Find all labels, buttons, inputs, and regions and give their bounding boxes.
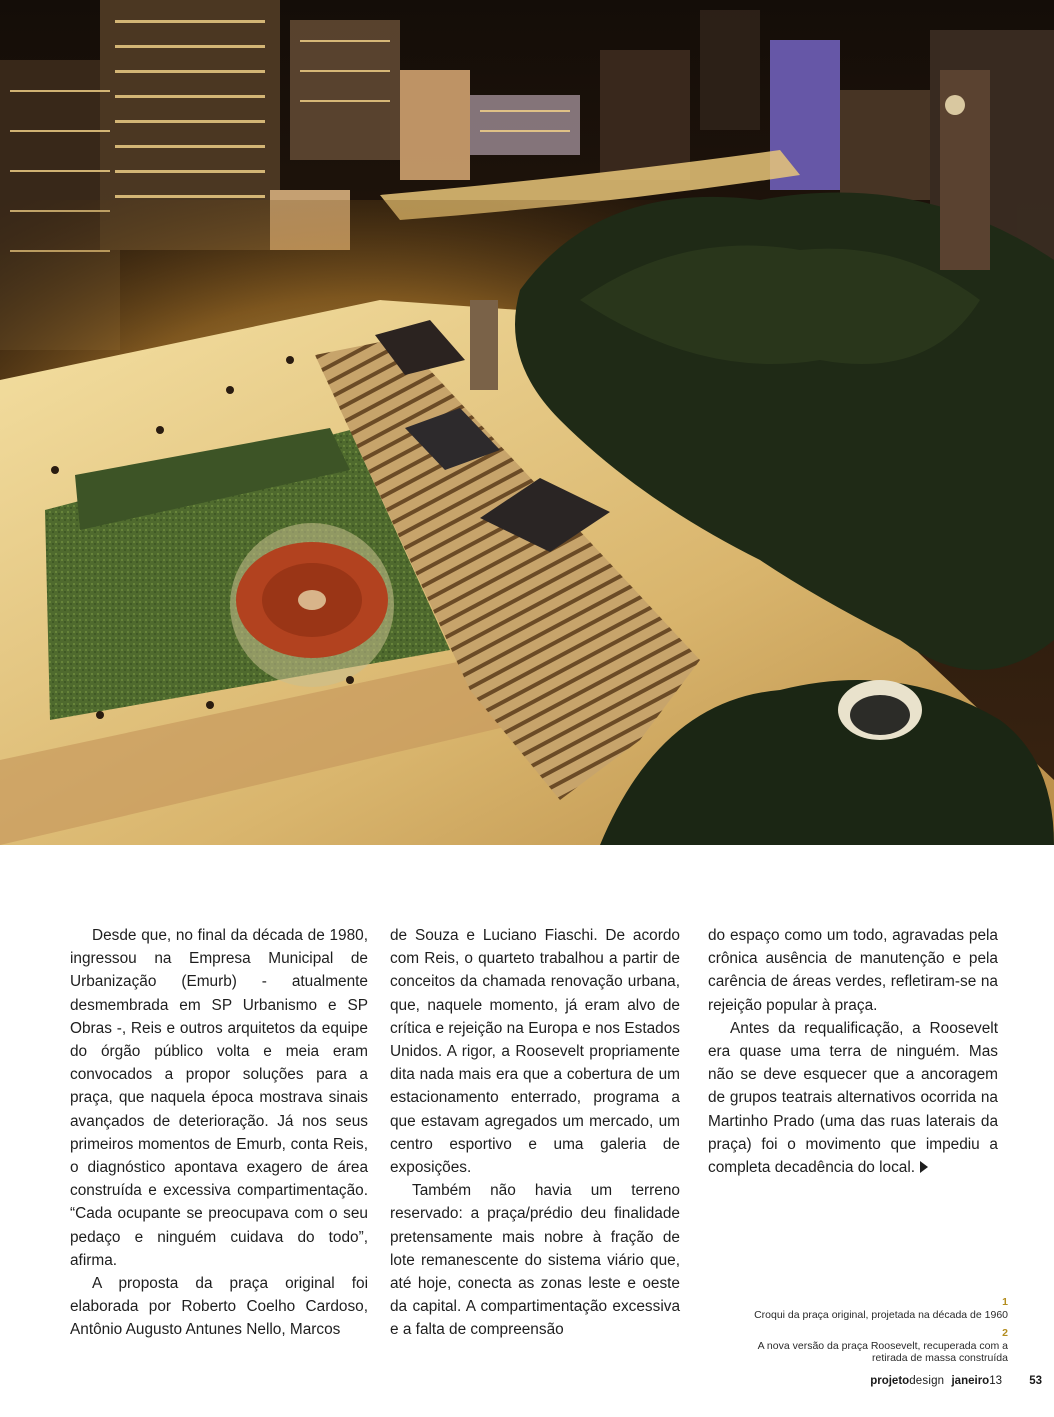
magazine-name-part-2: design	[909, 1375, 945, 1387]
magazine-name-part-1: projeto	[870, 1375, 910, 1387]
issue-month: janeiro	[951, 1375, 990, 1387]
caption-number: 1	[1002, 1296, 1008, 1308]
issue-year: 13	[989, 1375, 1002, 1387]
caption	[728, 1327, 1008, 1365]
caption-number: 2	[1002, 1327, 1008, 1339]
caption-text: A nova versão da praça Roosevelt, recuperada com a retirada de massa construída	[757, 1339, 1008, 1364]
paragraph-text: Antes da requalificação, a Roosevelt era quase uma terra de ninguém. Mas não se deve esquecer que a ancoragem de grupos teatrais alternativos ocorrida na Martinho Prado (uma das ruas laterais da praça) foi o movimento que impediu a completa decadência do local.	[708, 1019, 998, 1177]
paragraph: Também não havia um terreno reservado: a praça/prédio deu finalidade pretensamente mais nobre à fração de lote remanescente do sistema viário que, até hoje, conecta as zonas leste e oeste da capital. A compartimentação excessiva e a falta de compreensão	[390, 1182, 680, 1339]
article-column-2	[390, 924, 680, 1342]
caption	[728, 1296, 1008, 1321]
article-column-1	[70, 924, 368, 1342]
article-column-3	[708, 924, 998, 1179]
paragraph: do espaço como um todo, agravadas pela crônica ausência de manutenção e pela carência de áreas verdes, refletiram-se na rejeição popular à praça.	[708, 927, 998, 1014]
paragraph: A proposta da praça original foi elaborada por Roberto Coelho Cardoso, Antônio Augusto Antunes Nello, Marcos	[70, 1275, 368, 1339]
page-number: 53	[1029, 1375, 1042, 1387]
caption-text: Croqui da praça original, projetada na década de 1960	[754, 1308, 1008, 1321]
paragraph	[708, 1017, 998, 1179]
paragraph: Desde que, no final da década de 1980, ingressou na Empresa Municipal de Urbanização (Emurb) - atualmente desmembrada em SP Urbanismo e SP Obras -, Reis e outros arquitetos da equipe do órgão público volta e meia eram convocados a propor soluções para a praça, que naquela época mostrava sinais avançados de deterioração. Já nos seus primeiros momentos de Emurb, conta Reis, o diagnóstico apontava exagero de área construída e excessiva compartimentação. “Cada ocupante se preocupava com o seu pedaço e ninguém cuidava do todo”, afirma.	[70, 927, 368, 1269]
photo-captions	[728, 1296, 1008, 1371]
paragraph: de Souza e Luciano Fiaschi. De acordo com Reis, o quarteto trabalhou a partir de conceitos da chamada renovação urbana, que, naquele momento, já eram alvo de crítica e rejeição na Europa e nos Estados Unidos. A rigor, a Roosevelt propriamente dita nada mais era que a cobertura de um estacionamento enterrado, programa a que estavam agregados um mercado, um centro esportivo e uma galeria de exposições.	[390, 927, 680, 1177]
page-footer	[870, 1375, 1042, 1387]
end-of-article-icon	[920, 1161, 928, 1173]
